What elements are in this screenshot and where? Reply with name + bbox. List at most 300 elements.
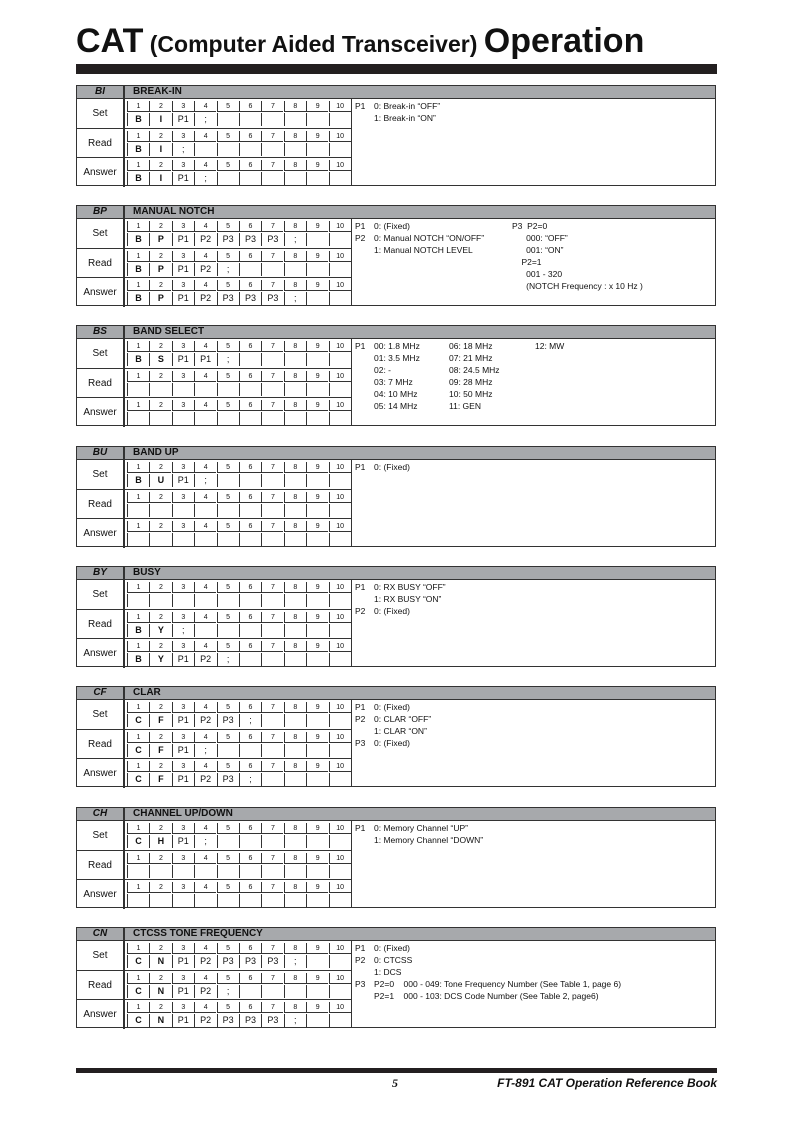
command-char: [261, 653, 283, 666]
command-char: [127, 383, 149, 396]
position-number: 9: [306, 371, 328, 382]
section-label: Read: [77, 730, 125, 759]
position-number: 1: [127, 702, 149, 713]
position-number: 2: [149, 702, 171, 713]
section-set: [77, 821, 352, 850]
position-number: 4: [194, 1002, 216, 1013]
command-char: [306, 594, 328, 607]
command-char: P2: [194, 263, 216, 276]
param-value: 06: 18 MHz: [449, 341, 493, 351]
position-number: 1: [127, 221, 149, 232]
position-number: 9: [306, 1002, 328, 1013]
position-number: 3: [172, 131, 194, 142]
section-label: Read: [77, 249, 125, 278]
command-char: [194, 894, 216, 907]
command-char: P1: [172, 955, 194, 968]
command-char: [329, 353, 351, 366]
command-char: [239, 744, 261, 757]
position-number: 6: [239, 521, 261, 532]
command-char: P1: [172, 113, 194, 126]
command-char: [149, 383, 171, 396]
param-value: 04: 10 MHz: [374, 389, 418, 399]
position-number: 5: [217, 582, 239, 593]
command-code: CH: [77, 808, 125, 820]
command-char: P3: [261, 292, 283, 305]
section-label: Set: [77, 580, 125, 609]
command-char: [306, 292, 328, 305]
position-number: 10: [329, 131, 351, 142]
command-code: BS: [77, 326, 125, 338]
command-char: [306, 504, 328, 517]
position-number: 3: [172, 761, 194, 772]
command-char: P1: [172, 474, 194, 487]
param-value: 1: DCS: [374, 967, 402, 977]
command-char: ;: [172, 624, 194, 637]
section-label: Read: [77, 851, 125, 880]
section-label: Set: [77, 339, 125, 368]
param-value: 11: GEN: [449, 401, 481, 411]
section-label: Read: [77, 610, 125, 639]
position-number: 4: [194, 612, 216, 623]
position-number: 8: [284, 761, 306, 772]
position-number: 1: [127, 612, 149, 623]
position-number: 9: [306, 251, 328, 262]
command-char: [261, 773, 283, 786]
position-number: 1: [127, 371, 149, 382]
position-number: 4: [194, 761, 216, 772]
position-number: 10: [329, 882, 351, 893]
position-number: 1: [127, 882, 149, 893]
position-number: 5: [217, 400, 239, 411]
position-number: 8: [284, 462, 306, 473]
position-number: 5: [217, 853, 239, 864]
position-number: 2: [149, 641, 171, 652]
title-rule: [76, 64, 717, 74]
command-char: P2: [194, 955, 216, 968]
command-char: ;: [194, 744, 216, 757]
command-char: [284, 894, 306, 907]
position-number: 1: [127, 462, 149, 473]
position-number: 10: [329, 853, 351, 864]
position-number: 7: [261, 251, 283, 262]
position-number: 10: [329, 280, 351, 291]
position-number: 5: [217, 492, 239, 503]
position-number: 9: [306, 160, 328, 171]
position-number: 10: [329, 702, 351, 713]
command-char: F: [149, 744, 171, 757]
position-number: 2: [149, 492, 171, 503]
command-char: [261, 172, 283, 185]
command-char: P3: [217, 292, 239, 305]
section-set: [77, 219, 352, 248]
position-number: 4: [194, 221, 216, 232]
position-number: 1: [127, 492, 149, 503]
position-number: 1: [127, 400, 149, 411]
command-char: [239, 533, 261, 546]
param-value: P2=0 000 - 049: Tone Frequency Number (See Table 1, page 6): [374, 979, 622, 989]
command-char: P3: [239, 955, 261, 968]
param-name: P3: [355, 979, 366, 989]
command-char: [329, 533, 351, 546]
position-number: 8: [284, 641, 306, 652]
section-read: [77, 248, 352, 278]
command-char: ;: [194, 113, 216, 126]
position-number: 7: [261, 492, 283, 503]
footer-rule: [76, 1068, 717, 1073]
position-number: 1: [127, 732, 149, 743]
command-char: [306, 474, 328, 487]
command-char: [261, 143, 283, 156]
position-number: 1: [127, 251, 149, 262]
command-char: C: [127, 714, 149, 727]
command-char: [306, 624, 328, 637]
position-number: 8: [284, 400, 306, 411]
position-number: 3: [172, 400, 194, 411]
command-char: S: [149, 353, 171, 366]
position-number: 3: [172, 612, 194, 623]
command-char: [239, 624, 261, 637]
command-char: [239, 653, 261, 666]
position-number: 4: [194, 341, 216, 352]
position-number: 5: [217, 160, 239, 171]
command-char: ;: [239, 773, 261, 786]
param-value: 03: 7 MHz: [374, 377, 413, 387]
command-char: [284, 533, 306, 546]
position-number: 8: [284, 341, 306, 352]
command-char: [194, 624, 216, 637]
command-char: [306, 865, 328, 878]
command-char: [261, 594, 283, 607]
command-char: [306, 653, 328, 666]
command-char: [194, 865, 216, 878]
command-char: P2: [194, 292, 216, 305]
command-char: [261, 113, 283, 126]
position-number: 5: [217, 823, 239, 834]
position-number: 2: [149, 1002, 171, 1013]
position-number: 9: [306, 492, 328, 503]
position-number: 3: [172, 973, 194, 984]
command-block-ch: [76, 807, 716, 908]
command-char: P2: [194, 653, 216, 666]
command-char: [329, 233, 351, 246]
command-char: [261, 353, 283, 366]
position-number: 6: [239, 823, 261, 834]
position-number: 5: [217, 462, 239, 473]
position-number: 2: [149, 973, 171, 984]
command-char: P1: [172, 172, 194, 185]
command-char: [127, 594, 149, 607]
position-number: 7: [261, 582, 283, 593]
param-value: 0: RX BUSY “OFF”: [374, 582, 446, 592]
param-value: P2=1 000 - 103: DCS Code Number (See Table 2, page6): [374, 991, 599, 1001]
command-char: P3: [217, 1014, 239, 1027]
param-value: 01: 3.5 MHz: [374, 353, 420, 363]
param-value: 10: 50 MHz: [449, 389, 493, 399]
command-char: [172, 894, 194, 907]
position-number: 7: [261, 131, 283, 142]
position-number: 9: [306, 612, 328, 623]
block-header: [77, 808, 715, 821]
position-number: 1: [127, 131, 149, 142]
command-char: P2: [194, 714, 216, 727]
command-char: [329, 172, 351, 185]
command-char: I: [149, 113, 171, 126]
position-number: 8: [284, 221, 306, 232]
command-char: [217, 744, 239, 757]
position-number: 4: [194, 280, 216, 291]
position-number: 7: [261, 612, 283, 623]
command-char: F: [149, 714, 171, 727]
position-number: 2: [149, 221, 171, 232]
position-number: 2: [149, 882, 171, 893]
section-label: Answer: [77, 759, 125, 788]
position-number: 9: [306, 582, 328, 593]
section-label: Read: [77, 490, 125, 519]
position-number: 8: [284, 521, 306, 532]
command-char: [306, 172, 328, 185]
command-char: P1: [172, 985, 194, 998]
command-char: [306, 773, 328, 786]
command-char: [172, 504, 194, 517]
command-block-bu: [76, 446, 716, 547]
param-name: P2: [355, 233, 366, 243]
command-char: P1: [172, 653, 194, 666]
position-number: 5: [217, 280, 239, 291]
command-char: [284, 985, 306, 998]
command-char: [239, 985, 261, 998]
command-char: P3: [239, 233, 261, 246]
command-char: [217, 533, 239, 546]
command-char: P1: [172, 292, 194, 305]
command-char: [329, 143, 351, 156]
position-number: 8: [284, 702, 306, 713]
command-char: I: [149, 172, 171, 185]
param-value: 0: (Fixed): [374, 738, 410, 748]
command-char: [284, 594, 306, 607]
command-char: [261, 383, 283, 396]
position-number: 4: [194, 251, 216, 262]
command-char: H: [149, 835, 171, 848]
position-number: 5: [217, 943, 239, 954]
position-number: 10: [329, 823, 351, 834]
command-char: ;: [217, 353, 239, 366]
command-char: [306, 263, 328, 276]
position-number: 3: [172, 853, 194, 864]
command-char: B: [127, 292, 149, 305]
position-number: 4: [194, 943, 216, 954]
position-number: 5: [217, 973, 239, 984]
command-title: CTCSS TONE FREQUENCY: [133, 928, 263, 939]
section-label: Read: [77, 971, 125, 1000]
block-header: [77, 447, 715, 460]
command-char: [239, 172, 261, 185]
command-char: [284, 172, 306, 185]
param-value: 1: Break-in “ON”: [374, 113, 436, 123]
param-name: P2: [355, 955, 366, 965]
position-number: 3: [172, 101, 194, 112]
position-number: 3: [172, 641, 194, 652]
position-number: 1: [127, 1002, 149, 1013]
command-title: BUSY: [133, 567, 161, 578]
position-number: 5: [217, 101, 239, 112]
section-label: Answer: [77, 1000, 125, 1029]
command-char: [261, 412, 283, 425]
position-number: 8: [284, 160, 306, 171]
position-number: 7: [261, 943, 283, 954]
parameter-notes: [351, 580, 715, 666]
command-char: [172, 412, 194, 425]
param-name: P1: [355, 823, 366, 833]
command-block-by: [76, 566, 716, 667]
command-char: N: [149, 1014, 171, 1027]
position-number: 3: [172, 160, 194, 171]
command-char: [217, 113, 239, 126]
command-char: P1: [172, 714, 194, 727]
command-char: [172, 594, 194, 607]
section-read: [77, 368, 352, 398]
position-number: 6: [239, 582, 261, 593]
position-number: 7: [261, 341, 283, 352]
position-number: 4: [194, 462, 216, 473]
position-number: 10: [329, 612, 351, 623]
position-number: 5: [217, 882, 239, 893]
position-number: 6: [239, 160, 261, 171]
command-char: [261, 533, 283, 546]
position-number: 9: [306, 853, 328, 864]
position-number: 3: [172, 732, 194, 743]
position-number: 7: [261, 221, 283, 232]
position-number: 4: [194, 882, 216, 893]
command-char: [306, 985, 328, 998]
command-code: BY: [77, 567, 125, 579]
param-value: 1: Memory Channel “DOWN”: [374, 835, 484, 845]
command-char: P3: [217, 955, 239, 968]
position-number: 10: [329, 251, 351, 262]
position-number: 4: [194, 492, 216, 503]
command-char: [261, 835, 283, 848]
command-char: [261, 263, 283, 276]
section-set: [77, 460, 352, 489]
command-char: [306, 412, 328, 425]
command-char: B: [127, 143, 149, 156]
param-value: 08: 24.5 MHz: [449, 365, 500, 375]
command-char: [261, 474, 283, 487]
position-number: 5: [217, 221, 239, 232]
position-number: 5: [217, 612, 239, 623]
command-char: [329, 1014, 351, 1027]
command-char: ;: [284, 955, 306, 968]
position-number: 6: [239, 732, 261, 743]
position-number: 1: [127, 641, 149, 652]
command-char: [261, 985, 283, 998]
position-number: 2: [149, 853, 171, 864]
position-number: 3: [172, 1002, 194, 1013]
position-number: 9: [306, 221, 328, 232]
param-value: 0: Break-in “OFF”: [374, 101, 441, 111]
command-code: BP: [77, 206, 125, 218]
command-char: [149, 865, 171, 878]
command-char: [329, 263, 351, 276]
command-char: [329, 714, 351, 727]
position-number: 2: [149, 732, 171, 743]
param-value: 0: CLAR “OFF”: [374, 714, 432, 724]
block-header: [77, 928, 715, 941]
command-char: P3: [239, 292, 261, 305]
command-char: B: [127, 653, 149, 666]
position-number: 4: [194, 131, 216, 142]
position-number: 2: [149, 371, 171, 382]
section-label: Read: [77, 369, 125, 398]
command-char: [127, 504, 149, 517]
command-char: [284, 773, 306, 786]
command-char: P3: [217, 233, 239, 246]
command-char: P: [149, 263, 171, 276]
section-answer: [77, 638, 352, 668]
command-char: [329, 773, 351, 786]
command-title: BAND UP: [133, 447, 179, 458]
command-char: [239, 113, 261, 126]
position-number: 10: [329, 400, 351, 411]
command-char: [261, 865, 283, 878]
position-number: 3: [172, 341, 194, 352]
position-number: 3: [172, 280, 194, 291]
command-char: P1: [172, 233, 194, 246]
position-number: 9: [306, 702, 328, 713]
position-number: 4: [194, 521, 216, 532]
position-number: 3: [172, 943, 194, 954]
section-answer: [77, 277, 352, 307]
section-read: [77, 128, 352, 158]
position-number: 5: [217, 131, 239, 142]
command-char: [149, 504, 171, 517]
position-number: 6: [239, 341, 261, 352]
param-value: 0: Memory Channel “UP”: [374, 823, 469, 833]
command-char: P1: [172, 263, 194, 276]
position-number: 4: [194, 371, 216, 382]
position-number: 8: [284, 973, 306, 984]
command-char: Y: [149, 624, 171, 637]
position-number: 3: [172, 582, 194, 593]
position-number: 7: [261, 462, 283, 473]
command-char: [329, 865, 351, 878]
title-operation: Operation: [483, 22, 645, 60]
command-char: [194, 504, 216, 517]
command-char: P1: [172, 353, 194, 366]
parameter-notes: [351, 99, 715, 185]
param-name: P1: [355, 101, 366, 111]
position-number: 1: [127, 823, 149, 834]
command-char: P3: [261, 955, 283, 968]
position-number: 7: [261, 823, 283, 834]
param-value: 0: CTCSS: [374, 955, 413, 965]
position-number: 8: [284, 251, 306, 262]
position-number: 3: [172, 371, 194, 382]
command-char: [329, 835, 351, 848]
section-answer: [77, 157, 352, 187]
position-number: 9: [306, 341, 328, 352]
command-char: P1: [172, 1014, 194, 1027]
command-char: I: [149, 143, 171, 156]
position-number: 7: [261, 371, 283, 382]
position-number: 5: [217, 341, 239, 352]
position-number: 10: [329, 521, 351, 532]
command-char: [284, 504, 306, 517]
command-char: [284, 744, 306, 757]
command-char: [217, 383, 239, 396]
param-name: P2: [355, 714, 366, 724]
param-value: 00: 1.8 MHz: [374, 341, 420, 351]
section-set: [77, 700, 352, 729]
